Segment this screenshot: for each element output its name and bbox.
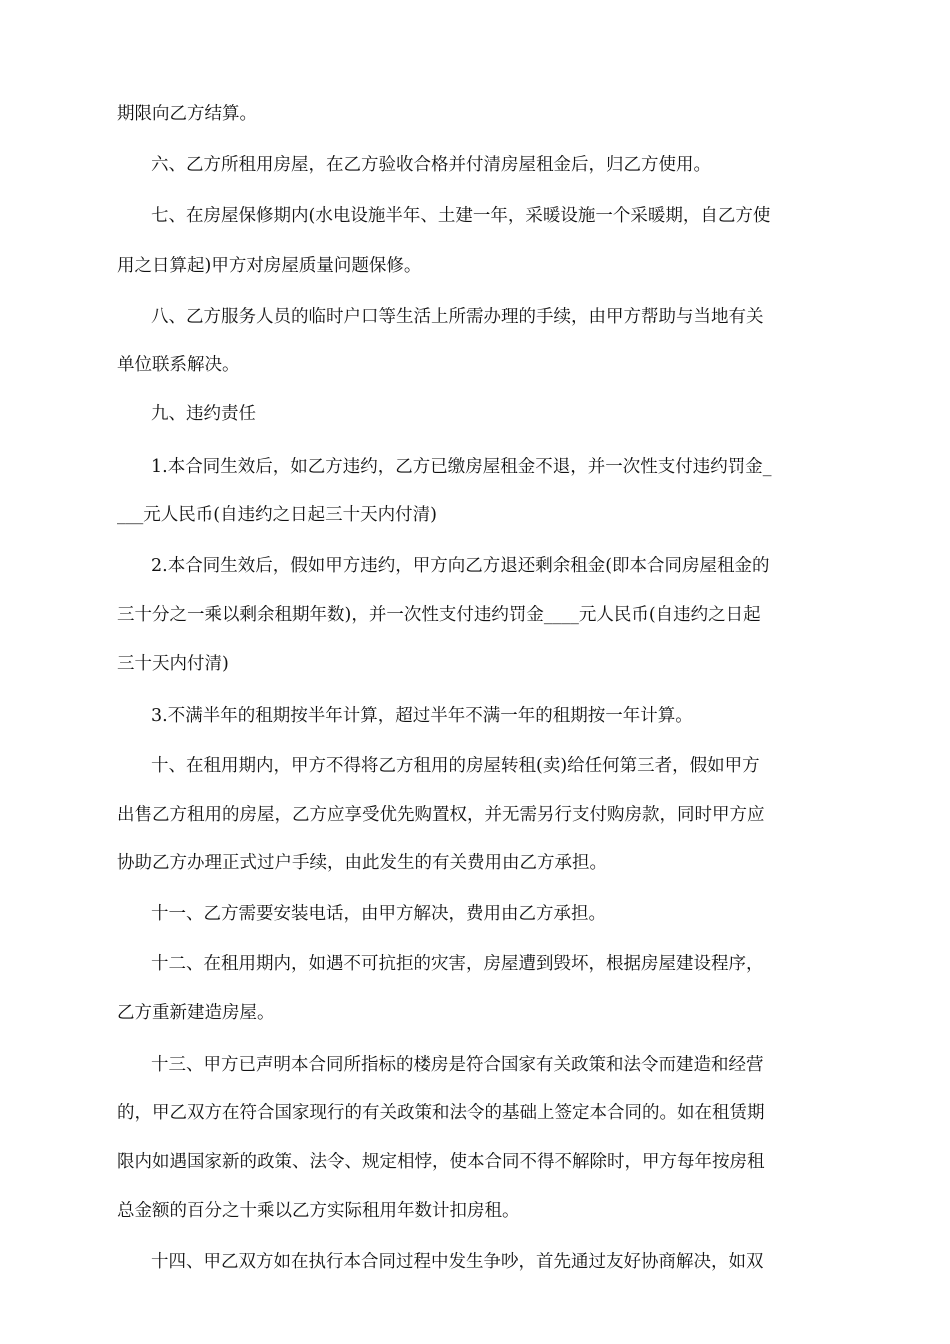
text-line: 三十天内付清)	[117, 654, 229, 674]
text-line: 出售乙方租用的房屋，乙方应享受优先购置权，并无需另行支付购房款，同时甲方应	[117, 805, 765, 825]
text-line: 十四、甲乙双方如在执行本合同过程中发生争吵，首先通过友好协商解决，如双	[151, 1252, 764, 1272]
text-line: 协助乙方办理正式过户手续，由此发生的有关费用由乙方承担。	[117, 853, 607, 873]
text-line: 限内如遇国家新的政策、法令、规定相悖，使本合同不得不解除时，甲方每年按房租	[117, 1152, 765, 1172]
text-line: 八、乙方服务人员的临时户口等生活上所需办理的手续，由甲方帮助与当地有关	[151, 307, 764, 327]
text-line: 十、在租用期内，甲方不得将乙方租用的房屋转租(卖)给任何第三者，假如甲方	[151, 756, 760, 776]
text-line: 十一、乙方需要安装电话，由甲方解决，费用由乙方承担。	[151, 904, 606, 924]
section-heading: 九、违约责任	[151, 404, 256, 424]
text-line: 七、在房屋保修期内(水电设施半年、土建一年，采暖设施一个采暖期，自乙方使	[151, 206, 771, 226]
text-line: 2.本合同生效后，假如甲方违约，甲方向乙方退还剩余租金(即本合同房屋租金的	[151, 556, 770, 576]
text-line: 六、乙方所租用房屋，在乙方验收合格并付清房屋租金后，归乙方使用。	[151, 155, 711, 175]
text-line: 期限向乙方结算。	[117, 104, 257, 124]
text-line: 十三、甲方已声明本合同所指标的楼房是符合国家有关政策和法令而建造和经营	[151, 1055, 764, 1075]
text-line: 总金额的百分之十乘以乙方实际租用年数计扣房租。	[117, 1201, 520, 1221]
text-line: ___元人民币(自违约之日起三十天内付清)	[117, 505, 437, 525]
text-line: 十二、在租用期内，如遇不可抗拒的灾害，房屋遭到毁坏，根据房屋建设程序，	[151, 954, 764, 974]
text-line: 乙方重新建造房屋。	[117, 1003, 275, 1023]
text-line: 三十分之一乘以剩余租期年数)，并一次性支付违约罚金____元人民币(自违约之日起	[117, 605, 761, 625]
text-line: 单位联系解决。	[117, 355, 240, 375]
text-line: 用之日算起)甲方对房屋质量问题保修。	[117, 256, 422, 276]
text-line: 1.本合同生效后，如乙方违约，乙方已缴房屋租金不退，并一次性支付违约罚金_	[151, 457, 772, 477]
text-line: 的，甲乙双方在符合国家现行的有关政策和法令的基础上签定本合同的。如在租赁期	[117, 1103, 765, 1123]
text-line: 3.不满半年的租期按半年计算，超过半年不满一年的租期按一年计算。	[151, 706, 693, 726]
